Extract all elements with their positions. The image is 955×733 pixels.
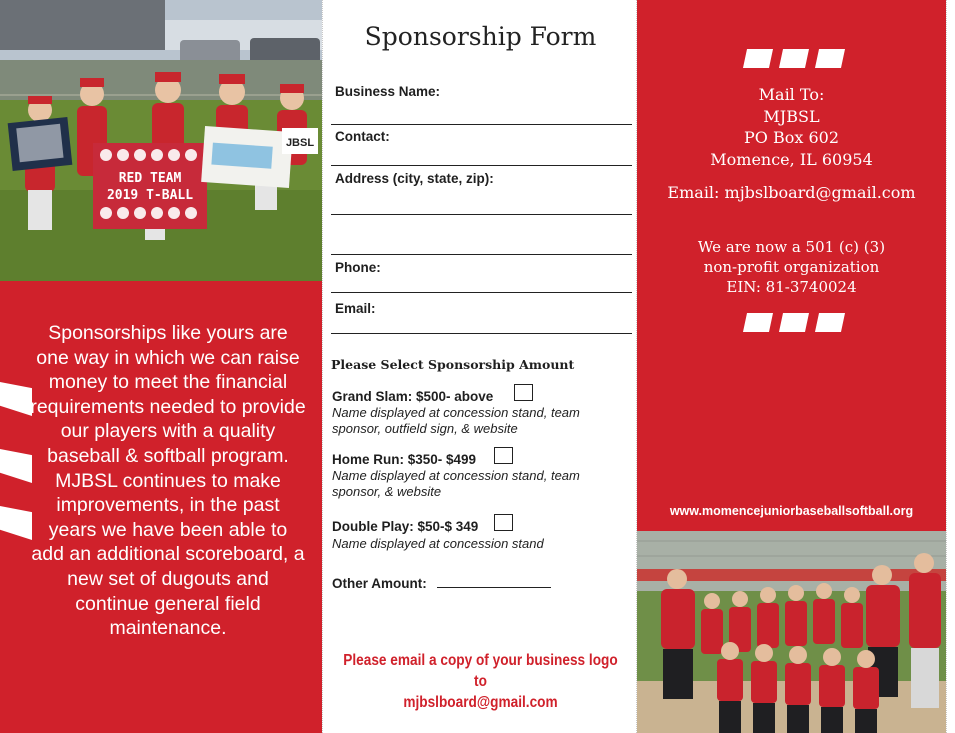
double-play-label: Double Play: $50-$ 349 [332,519,479,534]
double-play-checkbox[interactable] [494,514,513,531]
email-logo-note-line-1: Please email a copy of your business logo to [343,652,618,690]
website-link[interactable]: www.momencejuniorbaseballsoftball.org [669,504,914,518]
business-name-label: Business Name: [335,84,441,99]
contact-label: Contact: [335,129,390,144]
team-photo-softball [637,531,946,733]
home-run-description: Name displayed at concession stand, team sponsor, & website [332,468,580,499]
decorative-chevron [0,449,32,483]
banner-line-1: RED TEAM [118,171,182,186]
grand-slam-description: Name displayed at concession stand, team sponsor, outfield sign, & website [332,405,580,436]
home-run-label: Home Run: $350- $499 [332,452,477,467]
address-field-line-2[interactable] [331,254,632,255]
team-photo-tball-image [0,0,322,281]
decorative-slashes-bottom [742,313,842,333]
email-label: Email: [335,301,376,316]
select-amount-heading: Please Select Sponsorship Amount [331,357,575,372]
grand-slam-label: Grand Slam: $500- above [332,389,494,404]
decorative-chevron [0,506,32,540]
ein-number: EIN: 81-3740024 [726,278,857,296]
decorative-chevron [0,382,32,416]
contact-field[interactable] [331,165,632,166]
mailing-address [637,84,946,170]
decorative-slashes-top [742,49,842,69]
mail-to-label: Mail To: [758,85,825,104]
sponsorship-description: Sponsorships like yours are one way in which we can raise money to meet the financial requirements needed to provide our players with a quality baseball & softball program. MJBSL continues to make improvements, in the past years we have been able to add an additional scoreboard, a new set of dugouts and continue general field maintenance. [30,322,306,640]
nonprofit-line-1: We are now a 501 (c) (3) [697,238,886,256]
right-info-panel [637,0,946,531]
email-field[interactable] [331,333,632,334]
banner-line-2: 2019 T-BALL [106,188,194,203]
phone-label: Phone: [335,260,381,275]
sponsorship-form [322,0,637,733]
org-name: MJBSL [763,106,820,126]
city-state-zip: Momence, IL 60954 [710,149,873,169]
other-amount-label: Other Amount: [332,576,427,591]
address-label: Address (city, state, zip): [335,171,494,186]
nonprofit-line-2: non-profit organization [703,258,880,276]
svg-text:JBSL: JBSL [285,137,315,149]
business-name-field[interactable] [331,124,632,125]
contact-email: Email: mjbslboard@gmail.com [667,183,916,202]
email-logo-note-line-2: mjbslboard@gmail.com [403,694,558,711]
home-run-checkbox[interactable] [494,447,513,464]
email-logo-note [342,650,619,713]
page-edge [946,0,955,733]
other-amount-field[interactable] [437,587,551,588]
team-photo-softball-image [637,531,946,733]
address-field-line-1[interactable] [331,214,632,215]
nonprofit-info [637,237,946,297]
po-box: PO Box 602 [743,128,839,147]
double-play-description: Name displayed at concession stand [332,536,544,551]
left-info-panel [0,281,322,733]
grand-slam-checkbox[interactable] [514,384,533,401]
phone-field[interactable] [331,292,632,293]
team-photo-tball [0,0,322,281]
form-title: Sponsorship Form [364,22,597,51]
